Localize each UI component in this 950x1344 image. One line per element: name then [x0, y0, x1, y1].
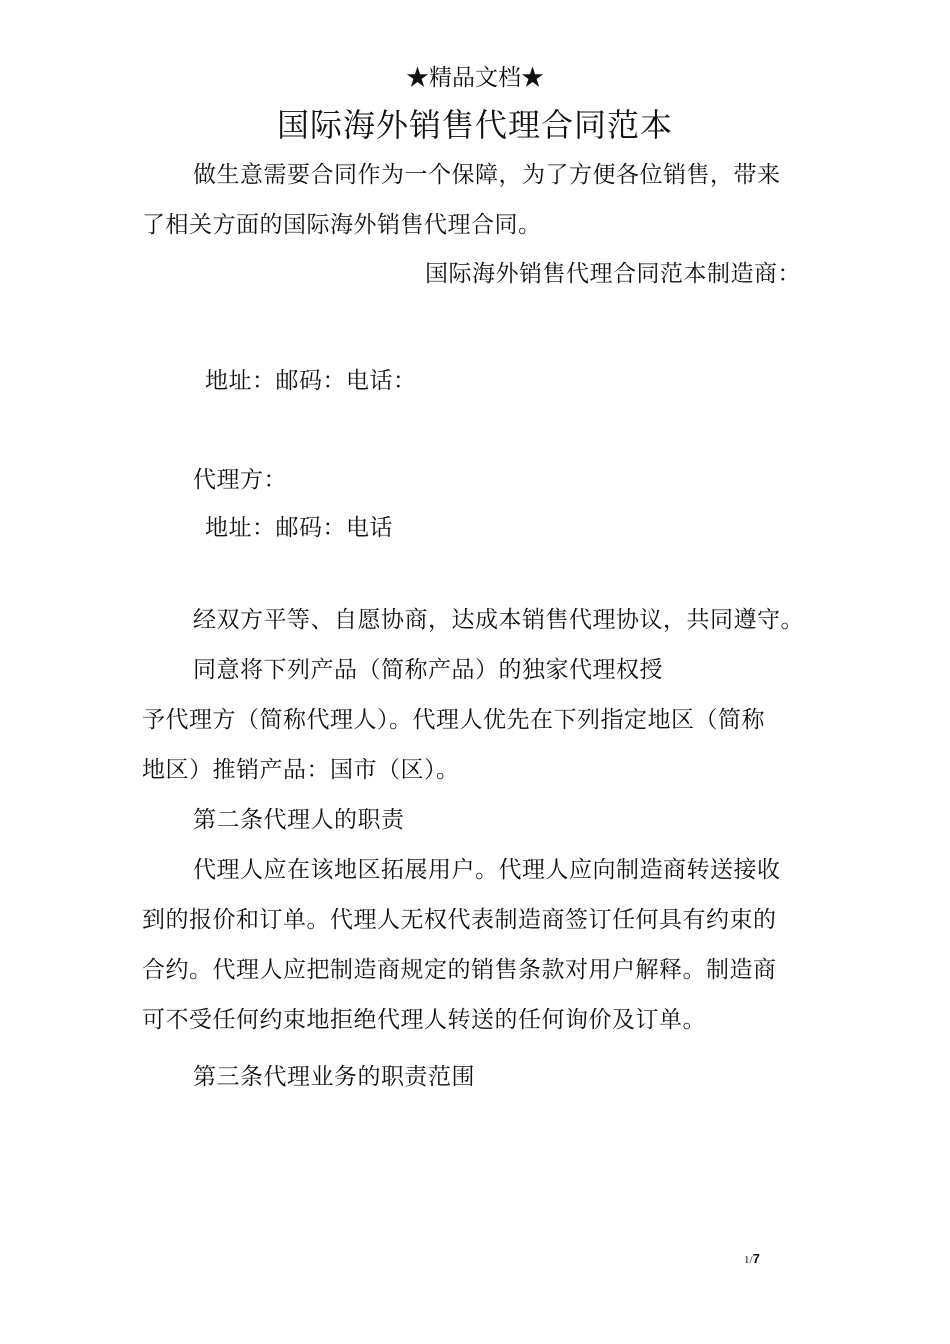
- intro-line-1: 做生意需要合同作为一个保障，为了方便各位销售，带来: [193, 162, 781, 188]
- article-3-title: 第三条代理业务的职责范围: [193, 1064, 475, 1090]
- grant-line-1: 同意将下列产品（简称产品）的独家代理权授: [193, 657, 663, 683]
- manufacturer-contact: 地址：邮码：电话：: [205, 368, 417, 394]
- grant-line-2: 予代理方（简称代理人）。代理人优先在下列指定地区（简称: [142, 707, 765, 733]
- article-2-title: 第二条代理人的职责: [193, 807, 405, 833]
- article-2-line-2: 到的报价和订单。代理人无权代表制造商签订任何具有约束的: [142, 907, 777, 933]
- manufacturer-label: 国际海外销售代理合同范本制造商：: [425, 261, 801, 287]
- article-2-line-4: 可不受任何约束地拒绝代理人转送的任何询价及订单。: [142, 1007, 706, 1033]
- article-2-line-1: 代理人应在该地区拓展用户。代理人应向制造商转送接收: [193, 857, 781, 883]
- page-number: [744, 1252, 760, 1267]
- document-title: 国际海外销售代理合同范本: [276, 106, 673, 144]
- intro-line-2: 了相关方面的国际海外销售代理合同。: [142, 212, 542, 238]
- agent-contact: 地址：邮码：电话: [205, 515, 393, 541]
- agent-label: 代理方：: [193, 467, 287, 493]
- grant-line-3: 地区）推销产品：国市（区）。: [142, 757, 460, 783]
- agreement-paragraph: 经双方平等、自愿协商，达成本销售代理协议，共同遵守。: [193, 607, 804, 633]
- page-total: 7: [752, 1251, 760, 1266]
- document-badge: ★精品文档★: [406, 65, 544, 91]
- page-current: 1/: [744, 1254, 753, 1266]
- article-2-line-3: 合约。代理人应把制造商规定的销售条款对用户解释。制造商: [142, 957, 777, 983]
